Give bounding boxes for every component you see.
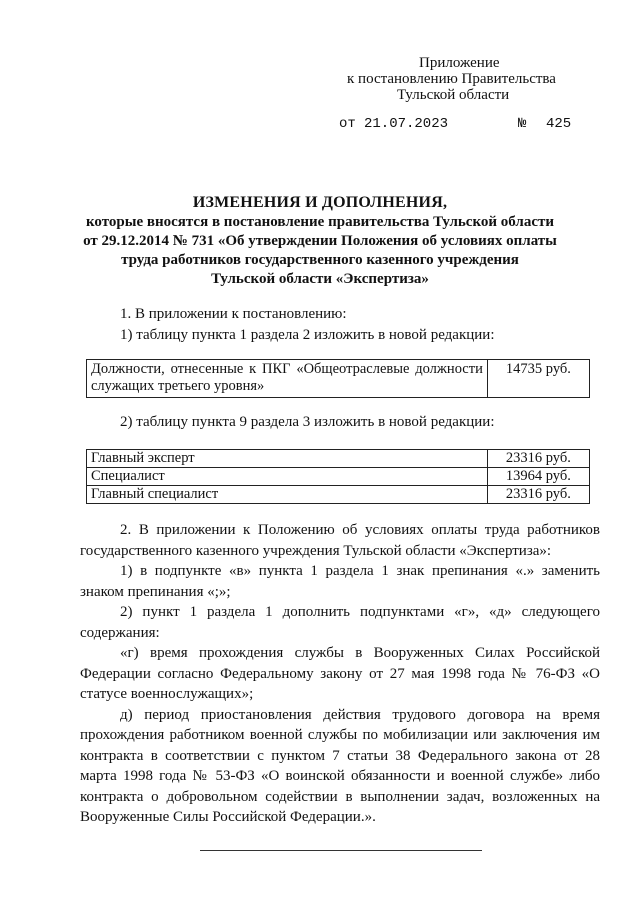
title-line-3: от 29.12.2014 № 731 «Об утверждении Положения об условиях оплаты	[83, 233, 557, 249]
section2-point-2: 2) пункт 1 раздела 1 дополнить подпунктами «г», «д» следующего содержания:	[80, 604, 600, 641]
date-prefix: от	[339, 116, 356, 132]
table-row	[87, 450, 590, 468]
table-cell-position: Специалист	[87, 468, 488, 486]
section1-intro	[88, 304, 600, 345]
document-title	[60, 193, 580, 289]
table-cell-position: Главный специалист	[87, 486, 488, 504]
table-row	[87, 468, 590, 486]
table-cell-salary: 23316 руб.	[487, 486, 589, 504]
title-line-1: ИЗМЕНЕНИЯ И ДОПОЛНЕНИЯ,	[192, 194, 448, 211]
section2	[80, 520, 600, 828]
section2-intro: 2. В приложении к Положению об условиях оплаты труда работников государственного казенного учреждения Тульской области «Экспертиза»:	[80, 522, 600, 559]
closing-rule	[200, 850, 482, 851]
number-sign: №	[518, 116, 527, 132]
table-row	[87, 486, 590, 504]
appendix-region: Тульской области	[397, 87, 510, 103]
date-value: 21.07.2023	[364, 116, 449, 132]
section2-point-d: д) период приостановления действия трудового договора на время прохождения работником военной службы по мобилизации или заключения им контракта в соответствии с пунктом 7 статьи 38 Федерального закона от 28 марта 1998 года № 53-ФЗ «О воинской обязанности и военной службе» либо контракта о добровольном содействии в выполнении задач, возложенных на Вооруженные Силы Российской Федерации.».	[80, 706, 600, 825]
document-number: 425	[546, 116, 572, 132]
appendix-resolution: к постановлению Правительства	[347, 71, 556, 87]
section2-point-g: «г) время прохождения службы в Вооруженных Силах Российской Федерации согласно Федеральному закону от 27 мая 1998 года № 76-ФЗ «О статусе военнослужащих»;	[80, 645, 600, 702]
table-cell-salary: 23316 руб.	[487, 450, 589, 468]
title-line-4: труда работников государственного казенного учреждения	[121, 252, 519, 268]
table-row	[87, 360, 590, 398]
section2-point-1: 1) в подпункте «в» пункта 1 раздела 1 знак препинания «.» заменить знаком препинания «;»;	[80, 563, 600, 600]
title-line-2: которые вносятся в постановление правительства Тульской области	[85, 214, 555, 230]
section1-item2-block	[88, 412, 600, 433]
section1-item1: 1) таблицу пункта 1 раздела 2 изложить в новой редакции:	[120, 326, 495, 343]
table-cell-salary: 13964 руб.	[487, 468, 589, 486]
title-line-5: Тульской области «Экспертиза»	[211, 271, 429, 287]
table-cell-position: Должности, отнесенные к ПКГ «Общеотраслевые должности служащих третьего уровня»	[87, 360, 488, 398]
appendix-label: Приложение	[419, 55, 500, 71]
table-cell-salary: 14735 руб.	[487, 360, 589, 398]
table-cell-position: Главный эксперт	[87, 450, 488, 468]
section1-item2: 2) таблицу пункта 9 раздела 3 изложить в новой редакции:	[120, 414, 495, 430]
salary-table-1	[86, 359, 590, 398]
salary-table-2	[86, 449, 590, 504]
section1-heading: 1. В приложении к постановлению:	[120, 306, 347, 322]
